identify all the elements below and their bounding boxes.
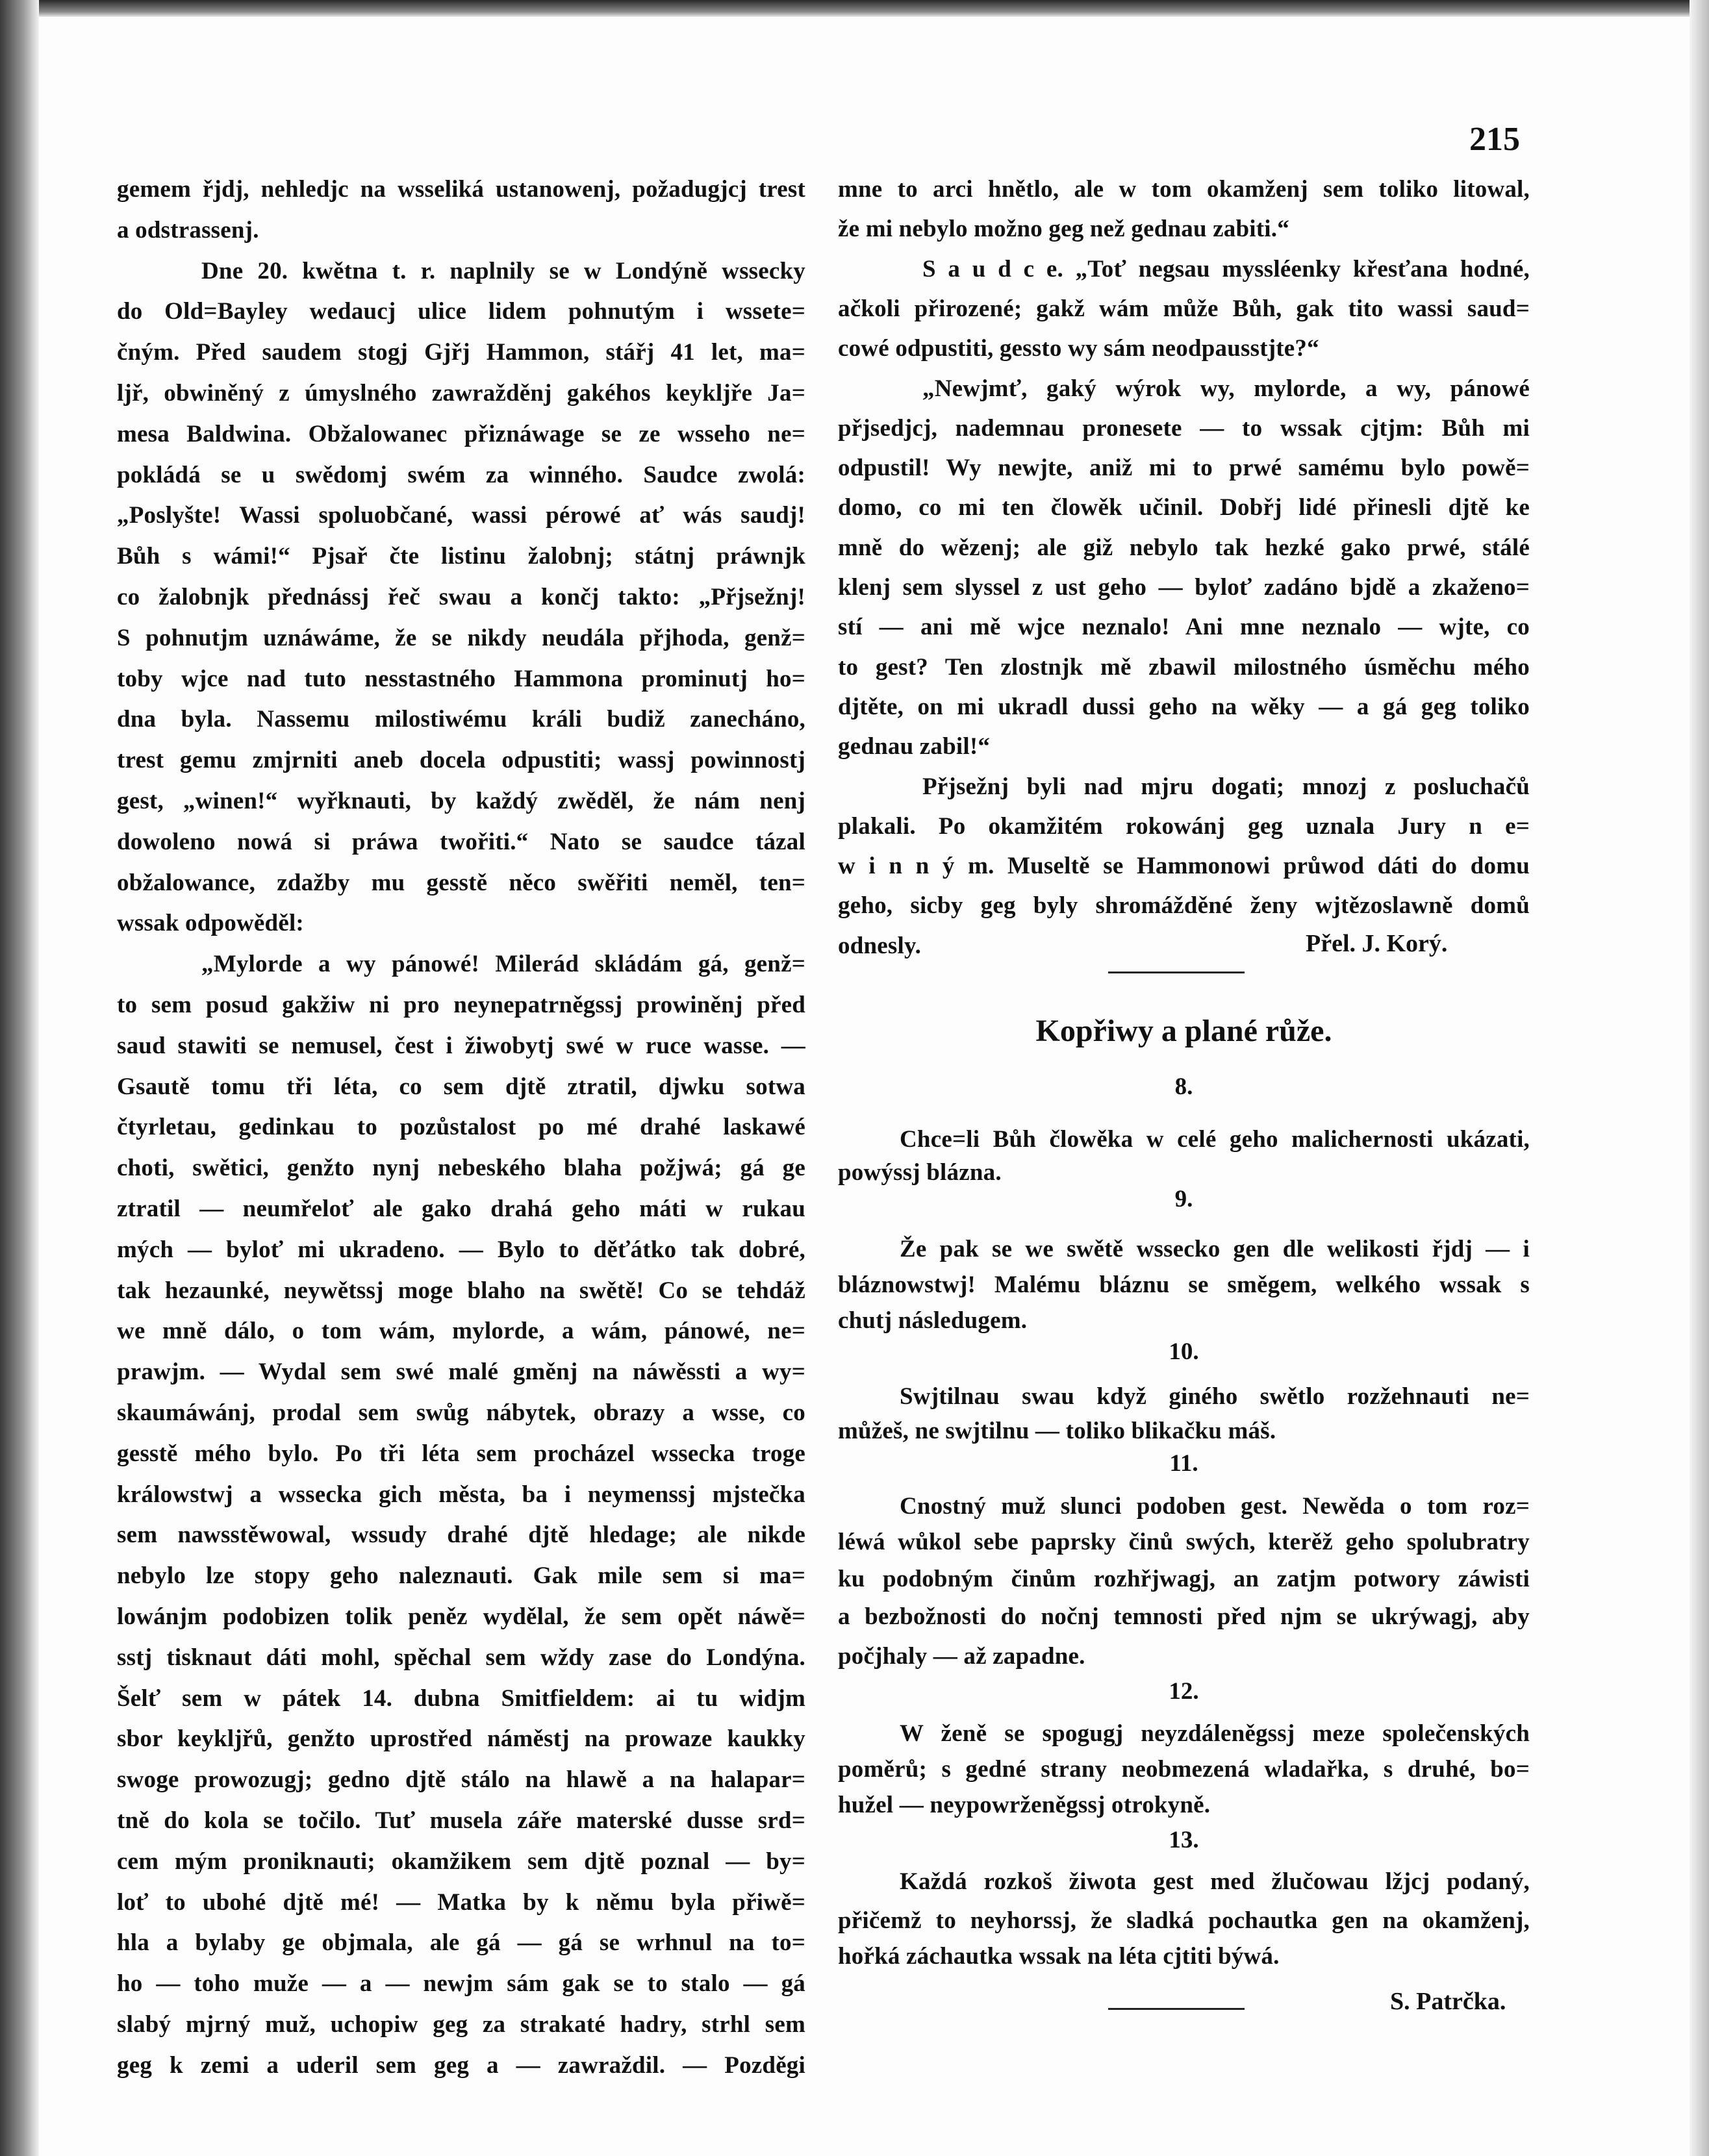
text-line: mých — byloť mi ukradeno. — Bylo to děťátko tak dobré, [117, 1236, 805, 1263]
text-line: Cnostný muž slunci podoben gest. Newěda o tom roz= [900, 1493, 1530, 1520]
text-line: toby wjce nad tuto nesstastného Hammona prominutj ho= [117, 665, 805, 692]
text-line: lowánjm podobizen tolik peněz wydělal, že sem opět náwě= [117, 1603, 805, 1630]
text-line: sem nawsstěwowal, wssudy drahé djtě hledage; ale nikde [117, 1522, 805, 1549]
text-line: S pohnutjm uznáwáme, že se nikdy neudála přjhoda, genž= [117, 624, 805, 651]
text-line: plakali. Po okamžitém rokowánj geg uznala Jury n e= [838, 812, 1530, 840]
text-line: sstj tisknaut dáti mohl, spěchal sem wždy zase do Londýna. [117, 1644, 805, 1671]
section-divider [1108, 971, 1245, 973]
text-line: geg k zemi a uderil sem geg a — zawraždil. — Pozděgi [117, 2051, 805, 2079]
text-line: choti, swětici, genžto nynj nebeského blaha požjwá; gá ge [117, 1155, 805, 1182]
text-line: odnesly. [838, 932, 922, 959]
text-line: Chce=li Bůh člowěka w celé geho malichernosti ukázati, [900, 1126, 1530, 1153]
text-line: léwá wůkol sebe paprsky činů swých, kterěž geho spolubratry [838, 1529, 1530, 1555]
text-line: ku podobným činům rozhřjwagj, an zatjm potwory záwisti [838, 1566, 1530, 1592]
text-line: „Mylorde a wy pánowé! Milerád skládám gá, genž= [201, 951, 805, 978]
text-line: králowstwj a wssecka gich města, ba i neymenssj mjstečka [117, 1481, 805, 1508]
text-line: sbor keykljřů, genžto uprostřed náměstj na prowaze kaukky [117, 1725, 805, 1753]
saying-number: 13. [1169, 1827, 1199, 1853]
text-line: to sem posud gakžiw ni pro neynepatrněgssj prowiněnj před [117, 992, 805, 1018]
text-line: ztratil — neumřeloť ale gako drahá geho máti w rukau [117, 1196, 805, 1222]
text-line: powýssj blázna. [838, 1159, 1002, 1186]
text-line: a bezbožnosti do nočnj temnosti před njm se ukrýwagj, aby [838, 1603, 1530, 1630]
text-line: ho — toho muže — a — newjm sám gak se to stalo — gá [117, 1970, 805, 1998]
text-line: S a u d c e. „Toť negsau myssléenky křesťana hodné, [922, 255, 1530, 282]
text-line: hořká záchautka wssak na léta cjtiti býwá. [838, 1943, 1280, 1970]
text-line: čným. Před saudem stogj Gjřj Hammon, stářj 41 let, ma= [117, 339, 805, 366]
text-line: tak hezaunké, neywětssj moge blaho na swětě! Co se tehdáž [117, 1277, 805, 1304]
text-line: gest, „winen!“ wyřknauti, by každý zwěděl, že nám nenj [117, 788, 805, 814]
scan-edge-right [1690, 0, 1709, 2156]
text-line: pokládá se u swědomj swém za winného. Saudce zwolá: [117, 461, 805, 488]
text-line: swoge prowozugj; gedno djtě stálo na hlawě a na halapar= [117, 1766, 805, 1794]
end-divider [1108, 2008, 1245, 2010]
text-line: co žalobnjk přednássj řeč swau a končj takto: „Přjsežnj! [117, 584, 805, 610]
page-number: 215 [1469, 121, 1520, 158]
text-line: hužel — neypowrženěgssj otrokyně. [838, 1792, 1211, 1818]
saying-number: 12. [1169, 1678, 1199, 1705]
text-line: to gest? Ten zlostnjk mě zbawil milostného úsměchu mého [838, 653, 1530, 681]
translator-signature: Přel. J. Korý. [1306, 930, 1448, 957]
section-title: Kopřiwy a plané růže. [1035, 1014, 1332, 1048]
text-line: můžeš, ne swjtilnu — toliko blikačku máš. [838, 1418, 1276, 1444]
text-line: mesa Baldwina. Obžalowanec přiznáwage se ze wsseho ne= [117, 420, 805, 447]
text-line: do Old=Bayley wedaucj ulice lidem pohnutým i wssete= [117, 298, 805, 325]
text-line: we mně dálo, o tom wám, mylorde, a wám, pánowé, ne= [117, 1318, 805, 1345]
text-line: gesstě mého bylo. Po tři léta sem procházel wssecka troge [117, 1440, 805, 1467]
text-line: ljř, obwiněný z úmyslného zawražděnj gakéhos keykljře Ja= [117, 380, 805, 407]
text-line: cem mým proniknauti; okamžikem sem djtě poznal — by= [117, 1848, 805, 1875]
text-line: cowé odpustiti, gessto wy sám neodpausstjte?“ [838, 335, 1319, 362]
author-signature: S. Patrčka. [1390, 1988, 1506, 2015]
saying-number: 8. [1174, 1073, 1193, 1100]
text-line: gednau zabil!“ [838, 733, 991, 760]
text-line: počjhaly — až zapadne. [838, 1643, 1085, 1670]
text-line: hla a bylaby ge objmala, ale gá — gá se wrhnul na to= [117, 1929, 805, 1957]
text-line: wssak odpowěděl: [117, 910, 304, 937]
text-line: trest gemu zmjrniti aneb docela odpustiti; wassj powinnostj [117, 747, 805, 774]
text-line: Šelť sem w pátek 14. dubna Smitfieldem: ai tu widjm [117, 1685, 805, 1712]
text-line: skaumáwánj, prodal sem swůg nábytek, obrazy a wsse, co [117, 1399, 805, 1426]
text-line: ačkoli přirozené; gakž wám může Bůh, gak tito wassi saud= [838, 295, 1530, 322]
text-line: obžalowance, zdažby mu gesstě něco swěřiti neměl, ten= [117, 869, 805, 896]
text-line: Že pak se we swětě wssecko gen dle welikosti řjdj — i [900, 1236, 1530, 1262]
text-line: loť to ubohé djtě mé! — Matka by k němu byla přiwě= [117, 1888, 805, 1916]
text-line: „Newjmť, gaký wýrok wy, mylorde, a wy, pánowé [922, 375, 1530, 402]
text-line: djtěte, on mi ukradl dussi geho na wěky — a gá geg toliko [838, 693, 1530, 720]
saying-number: 10. [1169, 1338, 1199, 1365]
text-line: slabý mjrný muž, uchopiw geg za strakaté hadry, strhl sem [117, 2011, 805, 2038]
text-line: Přjsežnj byli nad mjru dogati; mnozj z posluchačů [922, 773, 1530, 800]
text-line: Dne 20. kwětna t. r. naplnily se w Londýně wssecky [201, 257, 805, 284]
scan-edge-top [0, 0, 1709, 17]
text-line: stí — ani mě wjce neznalo! Ani mne neznalo — wjte, co [838, 614, 1530, 641]
text-line: W ženě se spogugj neyzdáleněgssj meze společenských [900, 1720, 1530, 1747]
saying-number: 11. [1169, 1450, 1198, 1477]
scan-edge-left [0, 0, 39, 2156]
text-line: domo, co mi ten člowěk učinil. Dobřj lidé přinesli djtě ke [838, 494, 1530, 521]
text-line: odpustil! Wy newjte, aniž mi to prwé samému bylo powě= [838, 455, 1530, 482]
text-line: čtyrletau, gedinkau to pozůstalost po mé drahé laskawé [117, 1114, 805, 1141]
text-line: tně do kola se točilo. Tuť musela záře materské dusse srd= [117, 1807, 805, 1834]
text-line: Swjtilnau swau když giného swětlo rozžehnauti ne= [900, 1383, 1530, 1410]
text-line: mně do wězenj; ale giž nebylo tak hezké gako prwé, stálé [838, 534, 1530, 561]
text-line: mne to arci hnětlo, ale w tom okamženj sem toliko litowal, [838, 176, 1530, 203]
text-line: „Poslyšte! Wassi spoluobčané, wassi pérowé ať wás saudj! [117, 502, 805, 529]
text-line: dna byla. Nassemu milostiwému králi budiž zanecháno, [117, 706, 805, 733]
text-line: Každá rozkoš žiwota gest med žlučowau lžjcj podaný, [900, 1868, 1530, 1895]
text-line: w i n n ý m. Museltě se Hammonowi průwod dáti do domu [838, 853, 1530, 880]
text-line: prawjm. — Wydal sem swé malé gměnj na náwěssti a wy= [117, 1359, 805, 1386]
text-line: bláznowstwj! Malému bláznu se směgem, welkého wssak s [838, 1272, 1530, 1298]
text-line: Bůh s wámi!“ Pjsař čte listinu žalobnj; státnj práwnjk [117, 543, 805, 570]
text-line: poměrů; s gedné strany neobmezená wladařka, s druhé, bo= [838, 1756, 1530, 1783]
text-line: a odstrassenj. [117, 216, 259, 244]
text-line: geho, sicby geg byly shromážděné ženy wjtězoslawně domů [838, 892, 1530, 920]
text-line: přičemž to neyhorssj, že sladká pochautka gen na okamženj, [838, 1907, 1530, 1934]
text-line: přjsedjcj, nademnau pronesete — to wssak cjtjm: Bůh mi [838, 414, 1530, 442]
text-line: chutj následugem. [838, 1307, 1028, 1334]
text-line: gemem řjdj, nehledjc na wsseliká ustanowenj, požadugjcj trest [117, 176, 805, 203]
saying-number: 9. [1174, 1186, 1193, 1212]
text-line: klenj sem slyssel z ust geho — byloť zadáno bjdě a zkaženo= [838, 574, 1530, 601]
text-line: Gsautě tomu tři léta, co sem djtě ztratil, djwku sotwa [117, 1073, 805, 1100]
text-line: nebylo lze stopy geho naleznauti. Gak mile sem si ma= [117, 1562, 805, 1590]
text-line: že mi nebylo možno geg než gednau zabiti.“ [838, 216, 1289, 243]
text-line: dowoleno nowá si práwa twořiti.“ Nato se saudce tázal [117, 828, 805, 855]
text-line: saud stawiti se nemusel, čest i žiwobytj swé w ruce wasse. — [117, 1032, 805, 1059]
